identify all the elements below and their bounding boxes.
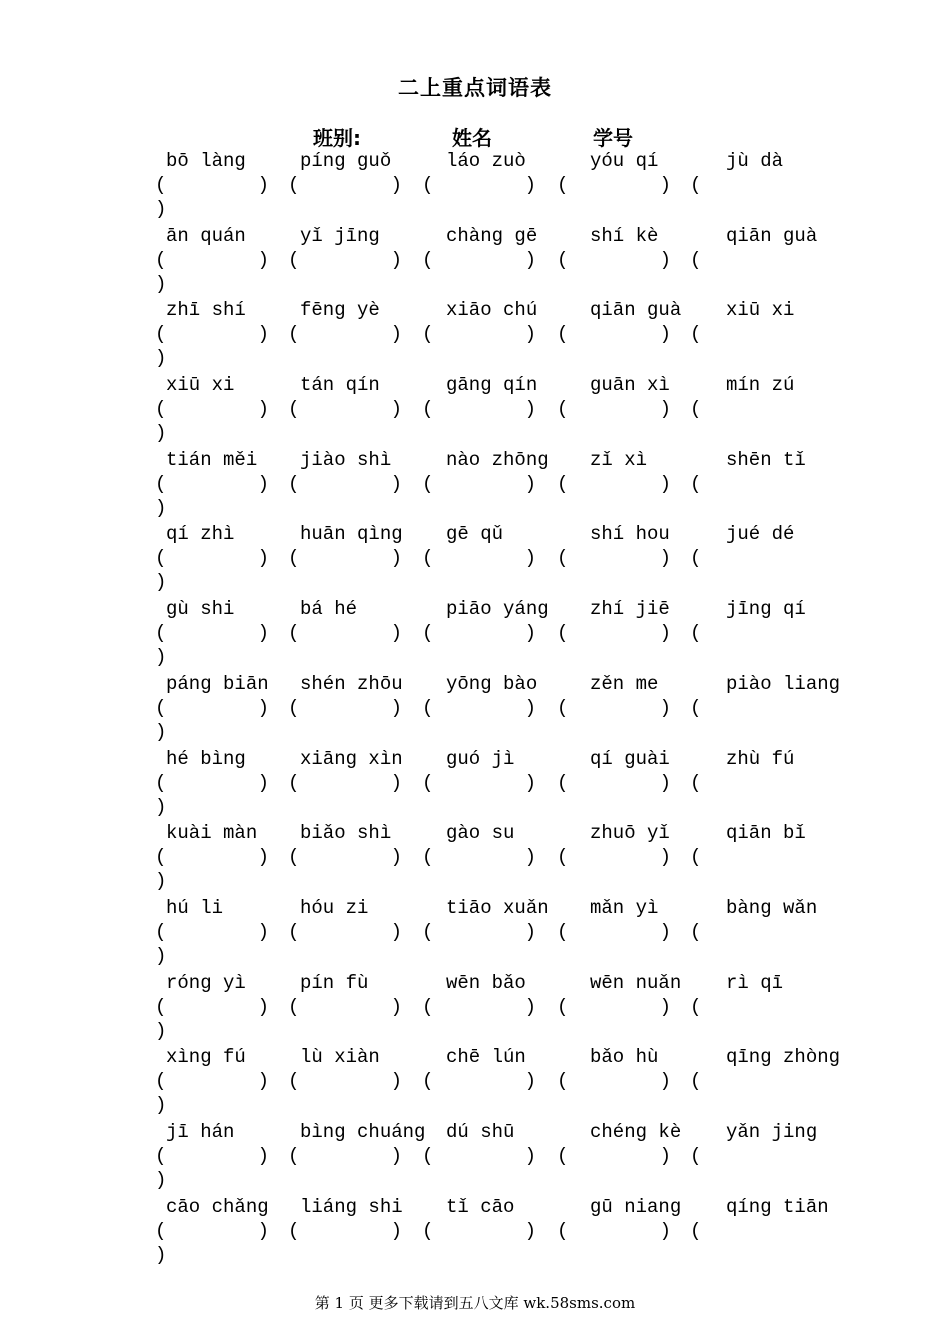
answer-blank-close: ) [155, 571, 167, 594]
answer-blank[interactable]: ( ) [422, 920, 537, 943]
pinyin-word: jù dà [726, 150, 784, 172]
answer-blank[interactable]: ( ) [155, 995, 270, 1018]
pinyin-word: xiū xi [166, 374, 235, 397]
pinyin-word: fēng yè [300, 299, 380, 322]
answer-blank[interactable]: ( ) [288, 1070, 403, 1093]
answer-blank[interactable]: ( ) [288, 995, 403, 1018]
pinyin-word: gù shi [166, 598, 235, 621]
word-row [0, 748, 950, 823]
answer-blank[interactable]: ( ) [155, 248, 270, 271]
pinyin-word: chàng gē [446, 224, 538, 247]
answer-blank[interactable]: ( ) [155, 1144, 270, 1167]
pinyin-word: zhù fú [726, 747, 795, 770]
pinyin-word: róng yì [166, 971, 246, 994]
pinyin-word: bá hé [300, 598, 358, 621]
pinyin-word: bàng wǎn [726, 896, 818, 919]
answer-blank[interactable]: ( [690, 1070, 702, 1093]
answer-blank[interactable]: ( ) [288, 622, 403, 645]
answer-blank[interactable]: ( ) [155, 771, 270, 794]
answer-blank[interactable]: ( ) [288, 696, 403, 719]
pinyin-word: rì qī [726, 971, 784, 994]
word-row [0, 150, 950, 225]
pinyin-word: wēn bǎo [446, 971, 526, 994]
answer-blank[interactable]: ( ) [422, 472, 537, 495]
answer-blank[interactable]: ( ) [155, 472, 270, 495]
word-row [0, 374, 950, 449]
answer-blank[interactable]: ( ) [557, 547, 672, 570]
answer-blank[interactable]: ( ) [155, 398, 270, 421]
answer-blank[interactable]: ( ) [422, 1144, 537, 1167]
pinyin-word: qiān guà [726, 224, 818, 247]
pinyin-word: jī hán [166, 1120, 235, 1143]
pinyin-word: hé bìng [166, 747, 246, 770]
answer-blank-close: ) [155, 1168, 167, 1191]
answer-blank[interactable]: ( ) [288, 174, 403, 196]
pinyin-word: yóu qí [590, 150, 659, 172]
answer-blank[interactable]: ( ) [288, 398, 403, 421]
word-table [0, 150, 950, 1270]
answer-blank[interactable]: ( [690, 398, 702, 421]
pinyin-word: yǎn jing [726, 1120, 818, 1143]
answer-blank-close: ) [155, 646, 167, 669]
pinyin-word: tiāo xuǎn [446, 896, 549, 919]
answer-blank[interactable]: ( ) [557, 248, 672, 271]
word-row [0, 225, 950, 300]
pinyin-word: liáng shi [300, 1195, 403, 1218]
pinyin-word: piāo yáng [446, 598, 549, 621]
answer-blank[interactable]: ( ) [557, 920, 672, 943]
answer-blank[interactable]: ( ) [288, 472, 403, 495]
pinyin-word: qiān bǐ [726, 822, 806, 845]
pinyin-word: wēn nuǎn [590, 971, 682, 994]
answer-blank[interactable]: ( [690, 1219, 702, 1242]
pinyin-word: huān qìng [300, 523, 403, 546]
answer-blank[interactable]: ( ) [155, 1219, 270, 1242]
answer-blank[interactable]: ( ) [288, 323, 403, 346]
pinyin-word: hú li [166, 896, 224, 919]
pinyin-word: ān quán [166, 224, 246, 247]
pinyin-word: yōng bào [446, 672, 538, 695]
answer-blank[interactable]: ( ) [557, 472, 672, 495]
pinyin-word: zhī shí [166, 299, 246, 322]
pinyin-word: qīng zhòng [726, 1046, 841, 1069]
pinyin-word: piào liang [726, 672, 841, 695]
pinyin-word: zhuō yǐ [590, 822, 670, 845]
answer-blank-close: ) [155, 1019, 167, 1042]
answer-blank-close: ) [155, 1094, 167, 1117]
pinyin-word: mín zú [726, 374, 795, 397]
pinyin-word: xiāo chú [446, 299, 538, 322]
pinyin-word: bǎo hù [590, 1046, 659, 1069]
answer-blank[interactable]: ( ) [288, 846, 403, 869]
answer-blank[interactable]: ( ) [557, 771, 672, 794]
answer-blank[interactable]: ( [690, 696, 702, 719]
answer-blank[interactable]: ( ) [557, 1144, 672, 1167]
pinyin-word: láo zuò [446, 150, 526, 172]
answer-blank[interactable]: ( ) [557, 323, 672, 346]
answer-blank[interactable]: ( ) [288, 1219, 403, 1242]
pinyin-word: páng biān [166, 672, 269, 695]
answer-blank[interactable]: ( ) [155, 622, 270, 645]
answer-blank[interactable]: ( ) [422, 1219, 537, 1242]
pinyin-word: shēn tǐ [726, 448, 806, 471]
answer-blank[interactable]: ( [690, 995, 702, 1018]
pinyin-word: zǐ xì [590, 448, 648, 471]
pinyin-word: shén zhōu [300, 672, 403, 695]
pinyin-word: xìng fú [166, 1046, 246, 1069]
answer-blank[interactable]: ( ) [422, 622, 537, 645]
word-row [0, 1046, 950, 1121]
answer-blank[interactable]: ( ) [288, 1144, 403, 1167]
pinyin-word: bìng chuáng [300, 1120, 426, 1143]
answer-blank[interactable]: ( [690, 323, 702, 346]
pinyin-word: tǐ cāo [446, 1195, 515, 1218]
word-row [0, 822, 950, 897]
pinyin-word: yǐ jīng [300, 224, 380, 247]
pinyin-word: píng guǒ [300, 150, 392, 172]
answer-blank[interactable]: ( ) [155, 920, 270, 943]
answer-blank-close: ) [155, 198, 167, 220]
pinyin-word: pín fù [300, 971, 369, 994]
answer-blank[interactable]: ( [690, 771, 702, 794]
page-footer: 第 1 页 更多下载请到五八文库 wk.58sms.com [314, 1294, 636, 1312]
answer-blank-close: ) [155, 720, 167, 743]
pinyin-word: gē qǔ [446, 523, 504, 546]
pinyin-word: xiū xi [726, 299, 795, 322]
pinyin-word: jiào shì [300, 448, 392, 471]
answer-blank[interactable]: ( ) [422, 846, 537, 869]
answer-blank[interactable]: ( ) [422, 174, 537, 196]
pinyin-word: kuài màn [166, 822, 258, 845]
pinyin-word: tián měi [166, 448, 258, 471]
student-number-label: 学号 [593, 126, 633, 150]
pinyin-word: biǎo shì [300, 822, 392, 845]
pinyin-word: guān xì [590, 374, 670, 397]
word-row [0, 449, 950, 524]
answer-blank-close: ) [155, 795, 167, 818]
pinyin-word: xiāng xìn [300, 747, 403, 770]
word-row [0, 598, 950, 673]
pinyin-word: gāng qín [446, 374, 538, 397]
answer-blank[interactable]: ( ) [422, 771, 537, 794]
pinyin-word: zěn me [590, 672, 659, 695]
answer-blank[interactable]: ( ) [557, 174, 672, 196]
answer-blank[interactable]: ( ) [155, 1070, 270, 1093]
answer-blank-close: ) [155, 347, 167, 370]
answer-blank[interactable]: ( ) [155, 547, 270, 570]
answer-blank[interactable]: ( ) [155, 323, 270, 346]
answer-blank[interactable]: ( ) [422, 323, 537, 346]
pinyin-word: dú shū [446, 1120, 515, 1143]
word-row [0, 972, 950, 1047]
word-row [0, 1121, 950, 1196]
pinyin-word: chē lún [446, 1046, 526, 1069]
pinyin-word: mǎn yì [590, 896, 659, 919]
pinyin-word: qí zhì [166, 523, 235, 546]
word-row [0, 299, 950, 374]
word-row [0, 897, 950, 972]
word-row [0, 673, 950, 748]
answer-blank-close: ) [155, 1243, 167, 1266]
answer-blank[interactable]: ( ) [155, 846, 270, 869]
answer-blank[interactable]: ( [690, 1144, 702, 1167]
pinyin-word: jīng qí [726, 598, 806, 621]
pinyin-word: qí guài [590, 747, 670, 770]
pinyin-word: zhí jiē [590, 598, 670, 621]
page-title: 二上重点词语表 [398, 76, 552, 100]
answer-blank[interactable]: ( ) [557, 398, 672, 421]
answer-blank[interactable]: ( [690, 472, 702, 495]
pinyin-word: chéng kè [590, 1120, 682, 1143]
answer-blank[interactable]: ( ) [288, 547, 403, 570]
pinyin-word: shí hou [590, 523, 670, 546]
pinyin-word: qiān guà [590, 299, 682, 322]
pinyin-word: cāo chǎng [166, 1195, 269, 1218]
answer-blank[interactable]: ( ) [557, 846, 672, 869]
answer-blank[interactable]: ( ) [557, 1070, 672, 1093]
answer-blank[interactable]: ( ) [422, 398, 537, 421]
pinyin-word: shí kè [590, 224, 659, 247]
word-row [0, 1196, 950, 1271]
pinyin-word: nào zhōng [446, 448, 549, 471]
pinyin-word: hóu zi [300, 896, 369, 919]
answer-blank-close: ) [155, 422, 167, 445]
student-info-line [0, 122, 950, 152]
answer-blank-close: ) [155, 944, 167, 967]
answer-blank[interactable]: ( [690, 846, 702, 869]
answer-blank[interactable]: ( [690, 547, 702, 570]
pinyin-word: jué dé [726, 523, 795, 546]
pinyin-word: lù xiàn [300, 1046, 380, 1069]
answer-blank[interactable]: ( [690, 248, 702, 271]
pinyin-word: gū niang [590, 1195, 682, 1218]
answer-blank-close: ) [155, 870, 167, 893]
name-label: 姓名 [452, 126, 492, 150]
answer-blank[interactable]: ( ) [557, 696, 672, 719]
answer-blank[interactable]: ( ) [422, 1070, 537, 1093]
answer-blank[interactable]: ( ) [557, 1219, 672, 1242]
answer-blank[interactable]: ( ) [422, 696, 537, 719]
answer-blank[interactable]: ( ) [288, 248, 403, 271]
pinyin-word: guó jì [446, 747, 515, 770]
answer-blank[interactable]: ( [690, 174, 702, 196]
pinyin-word: qíng tiān [726, 1195, 829, 1218]
answer-blank[interactable]: ( ) [422, 995, 537, 1018]
class-label: 班别: [313, 126, 361, 150]
answer-blank[interactable]: ( ) [155, 174, 270, 196]
answer-blank[interactable]: ( ) [422, 248, 537, 271]
answer-blank[interactable]: ( [690, 622, 702, 645]
pinyin-word: gào su [446, 822, 515, 845]
answer-blank[interactable]: ( ) [288, 771, 403, 794]
pinyin-word: bō làng [166, 150, 246, 172]
answer-blank[interactable]: ( ) [557, 622, 672, 645]
pinyin-word: tán qín [300, 374, 380, 397]
answer-blank[interactable]: ( ) [557, 995, 672, 1018]
answer-blank[interactable]: ( ) [288, 920, 403, 943]
answer-blank[interactable]: ( ) [155, 696, 270, 719]
word-row [0, 523, 950, 598]
answer-blank-close: ) [155, 496, 167, 519]
answer-blank[interactable]: ( ) [422, 547, 537, 570]
answer-blank-close: ) [155, 272, 167, 295]
answer-blank[interactable]: ( [690, 920, 702, 943]
